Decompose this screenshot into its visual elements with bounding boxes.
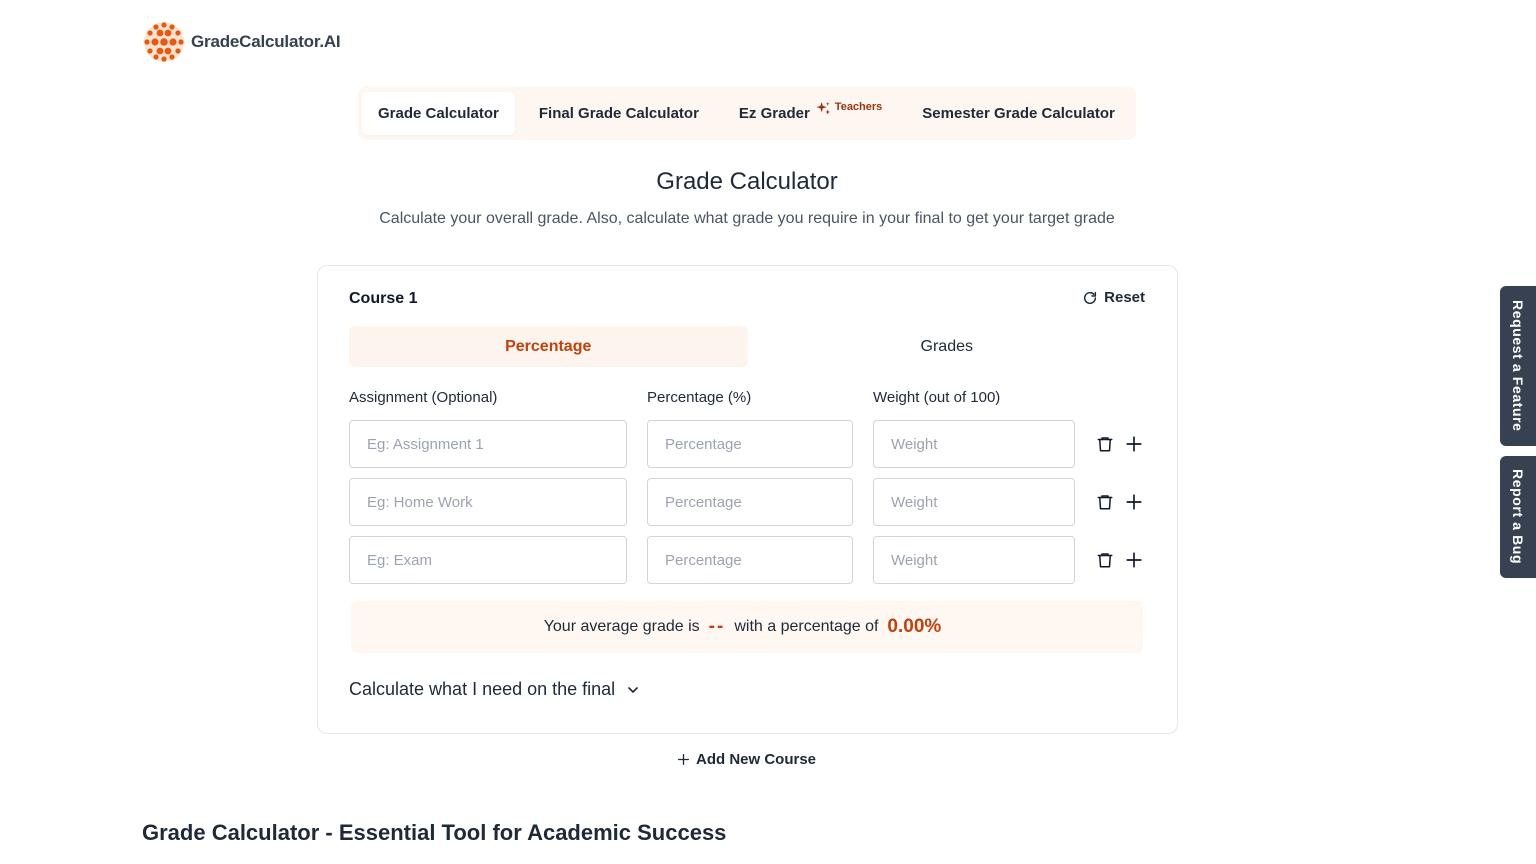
final-toggle-label: Calculate what I need on the final: [349, 679, 616, 699]
request-feature-tab[interactable]: [1500, 286, 1536, 446]
weight-input[interactable]: [873, 536, 1075, 584]
course-card: [317, 265, 1178, 734]
refresh-icon: [1082, 290, 1098, 306]
trash-icon: [1096, 493, 1114, 511]
plus-icon: [1125, 493, 1143, 511]
tab-label: Final Grade Calculator: [538, 105, 699, 122]
brand-name: GradeCalculator.AI: [191, 32, 341, 51]
calculator-tabs: [358, 87, 1136, 140]
side-tab-label: Report a Bug: [1510, 469, 1526, 565]
tab-ez-grader[interactable]: [723, 92, 898, 135]
dotted-sphere-logo-icon: [143, 21, 185, 63]
tab-label: Grade Calculator: [378, 105, 499, 122]
assignment-input[interactable]: [349, 420, 627, 468]
average-percentage-value: 0.00%: [887, 616, 942, 637]
section-title: Grade Calculator - Essential Tool for Academic Success: [142, 820, 727, 845]
tab-grade-calculator[interactable]: [362, 92, 515, 135]
result-banner: [351, 601, 1143, 653]
mode-label: Percentage: [505, 337, 592, 355]
delete-row-button[interactable]: [1095, 434, 1115, 454]
delete-row-button[interactable]: [1095, 492, 1115, 512]
trash-icon: [1096, 435, 1114, 453]
sparkle-icon: [816, 101, 831, 116]
mode-switch: [349, 326, 1146, 367]
weight-input[interactable]: [873, 420, 1075, 468]
weight-column-label: Weight (out of 100): [873, 389, 1001, 406]
mode-grades-button[interactable]: [748, 326, 1147, 367]
percentage-column-label: Percentage (%): [647, 389, 752, 406]
tab-semester-grade-calculator[interactable]: [906, 92, 1131, 135]
result-middle: with a percentage of: [734, 618, 879, 635]
reset-label: Reset: [1104, 289, 1145, 306]
assignment-input[interactable]: [349, 478, 627, 526]
plus-icon: [1125, 551, 1143, 569]
percentage-input[interactable]: [647, 478, 853, 526]
page-title: Grade Calculator: [656, 168, 838, 195]
trash-icon: [1096, 551, 1114, 569]
tab-final-grade-calculator[interactable]: [523, 92, 715, 135]
mode-label: Grades: [920, 337, 973, 355]
course-title[interactable]: Course 1: [349, 290, 418, 307]
plus-icon: [1125, 435, 1143, 453]
brand-logo[interactable]: [143, 21, 340, 63]
result-prefix: Your average grade is: [543, 618, 700, 635]
badge-label: Teachers: [834, 101, 883, 113]
page-subtitle: Calculate your overall grade. Also, calculate what grade you require in your final to get your target grade: [379, 210, 1115, 227]
tab-label: Semester Grade Calculator: [922, 105, 1115, 122]
report-bug-tab[interactable]: [1500, 456, 1536, 578]
plus-icon: [677, 753, 690, 766]
percentage-input[interactable]: [647, 536, 853, 584]
reset-button[interactable]: [1082, 289, 1145, 306]
add-row-button[interactable]: [1124, 550, 1144, 570]
assignment-column-label: Assignment (Optional): [349, 389, 498, 406]
add-row-button[interactable]: [1124, 434, 1144, 454]
mode-percentage-button[interactable]: [349, 326, 748, 367]
final-grade-toggle[interactable]: [349, 679, 641, 700]
assignment-input[interactable]: [349, 536, 627, 584]
weight-input[interactable]: [873, 478, 1075, 526]
teachers-badge: [816, 101, 883, 116]
side-tab-label: Request a Feature: [1510, 300, 1526, 432]
delete-row-button[interactable]: [1095, 550, 1115, 570]
tab-label: Ez Grader: [738, 105, 810, 122]
percentage-input[interactable]: [647, 420, 853, 468]
add-new-course-button[interactable]: [677, 751, 816, 768]
average-grade-value: --: [708, 616, 726, 637]
add-row-button[interactable]: [1124, 492, 1144, 512]
add-course-label: Add New Course: [696, 751, 817, 768]
chevron-down-icon: [625, 682, 641, 698]
